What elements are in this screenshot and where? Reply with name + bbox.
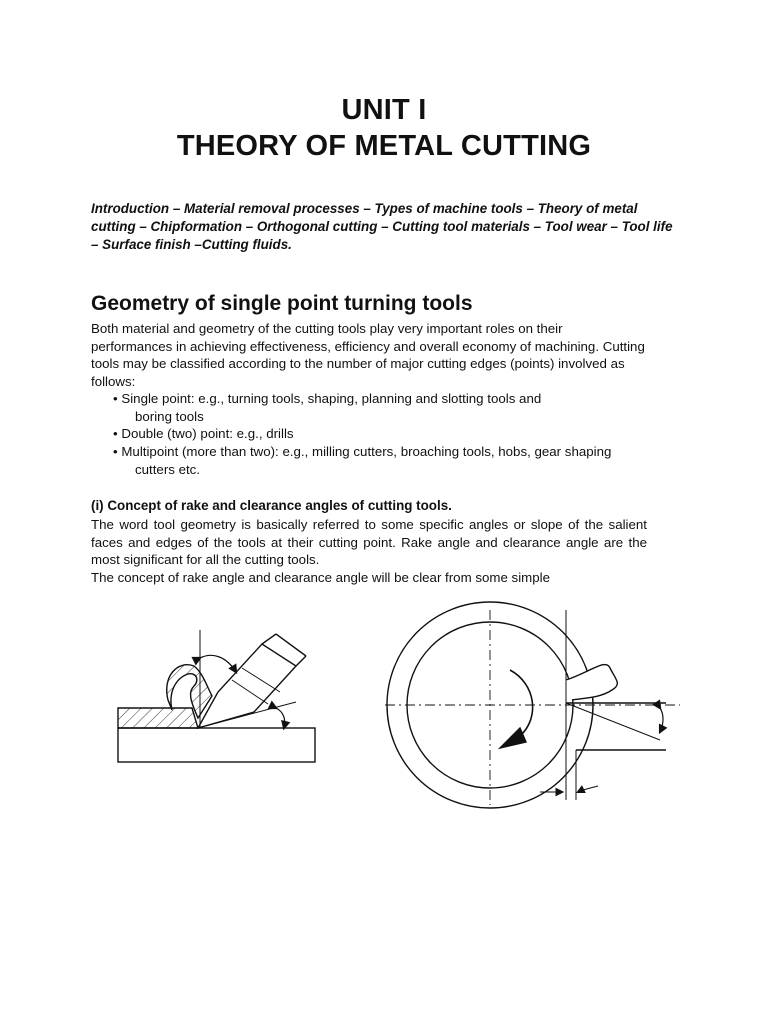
- chip: [566, 665, 617, 700]
- subsection-paragraph-2: The concept of rake angle and clearance angle will be clear from some simple: [91, 570, 550, 585]
- rotation-arc: [510, 670, 533, 736]
- turning-tool-diagram: [385, 602, 680, 808]
- list-item-continuation: boring tools: [135, 408, 204, 424]
- subsection-paragraph: The word tool geometry is basically referred to some specific angles or slope of the salient faces and edges of the tools at their cutting point. Rake angle and clearance angle are the most significant for all the cutting tools.: [91, 517, 647, 568]
- list-item: [113, 390, 647, 425]
- rake-angle-arc: [200, 655, 236, 672]
- removed-layer: [118, 708, 198, 728]
- section-paragraph: Both material and geometry of the cutting tools play very important roles on their performances in achieving effectiveness, efficiency and overall economy of machining. Cutting tools may be classified according to the number of major cutting edges (points) involved as follows:: [91, 321, 645, 390]
- clearance-angle-arc: [276, 708, 285, 728]
- section-heading: Geometry of single point turning tools: [91, 292, 473, 315]
- list-item-text: • Double (two) point: e.g., drills: [113, 426, 294, 442]
- list-item-text: • Multipoint (more than two): e.g., milling cutters, broaching tools, hobs, gear shaping: [113, 444, 612, 460]
- shaping-tool-diagram: [118, 630, 315, 762]
- rake-clearance-figure: [0, 600, 768, 820]
- clearance-angle-arc: [660, 708, 663, 732]
- rotation-arrowhead: [500, 728, 526, 748]
- list-item-continuation: cutters etc.: [135, 461, 201, 477]
- tool-classification-list: [113, 390, 647, 479]
- workpiece-block: [118, 728, 315, 762]
- intro-topics: Introduction – Material removal processes – Types of machine tools – Theory of metal cutting – Chipformation – Orthogonal cutting – Cutting tool materials – Tool wear – Tool life – Surface finish –Cutting fluids.: [91, 201, 673, 252]
- subsection-heading: (i) Concept of rake and clearance angles of cutting tools.: [91, 498, 452, 513]
- title-block: [0, 92, 768, 164]
- list-item: [113, 443, 647, 478]
- list-item: [113, 425, 647, 443]
- unit-label: UNIT I: [341, 94, 427, 126]
- page-title: THEORY OF METAL CUTTING: [176, 130, 592, 162]
- list-item-text: • Single point: e.g., turning tools, shaping, planning and slotting tools and: [113, 391, 542, 406]
